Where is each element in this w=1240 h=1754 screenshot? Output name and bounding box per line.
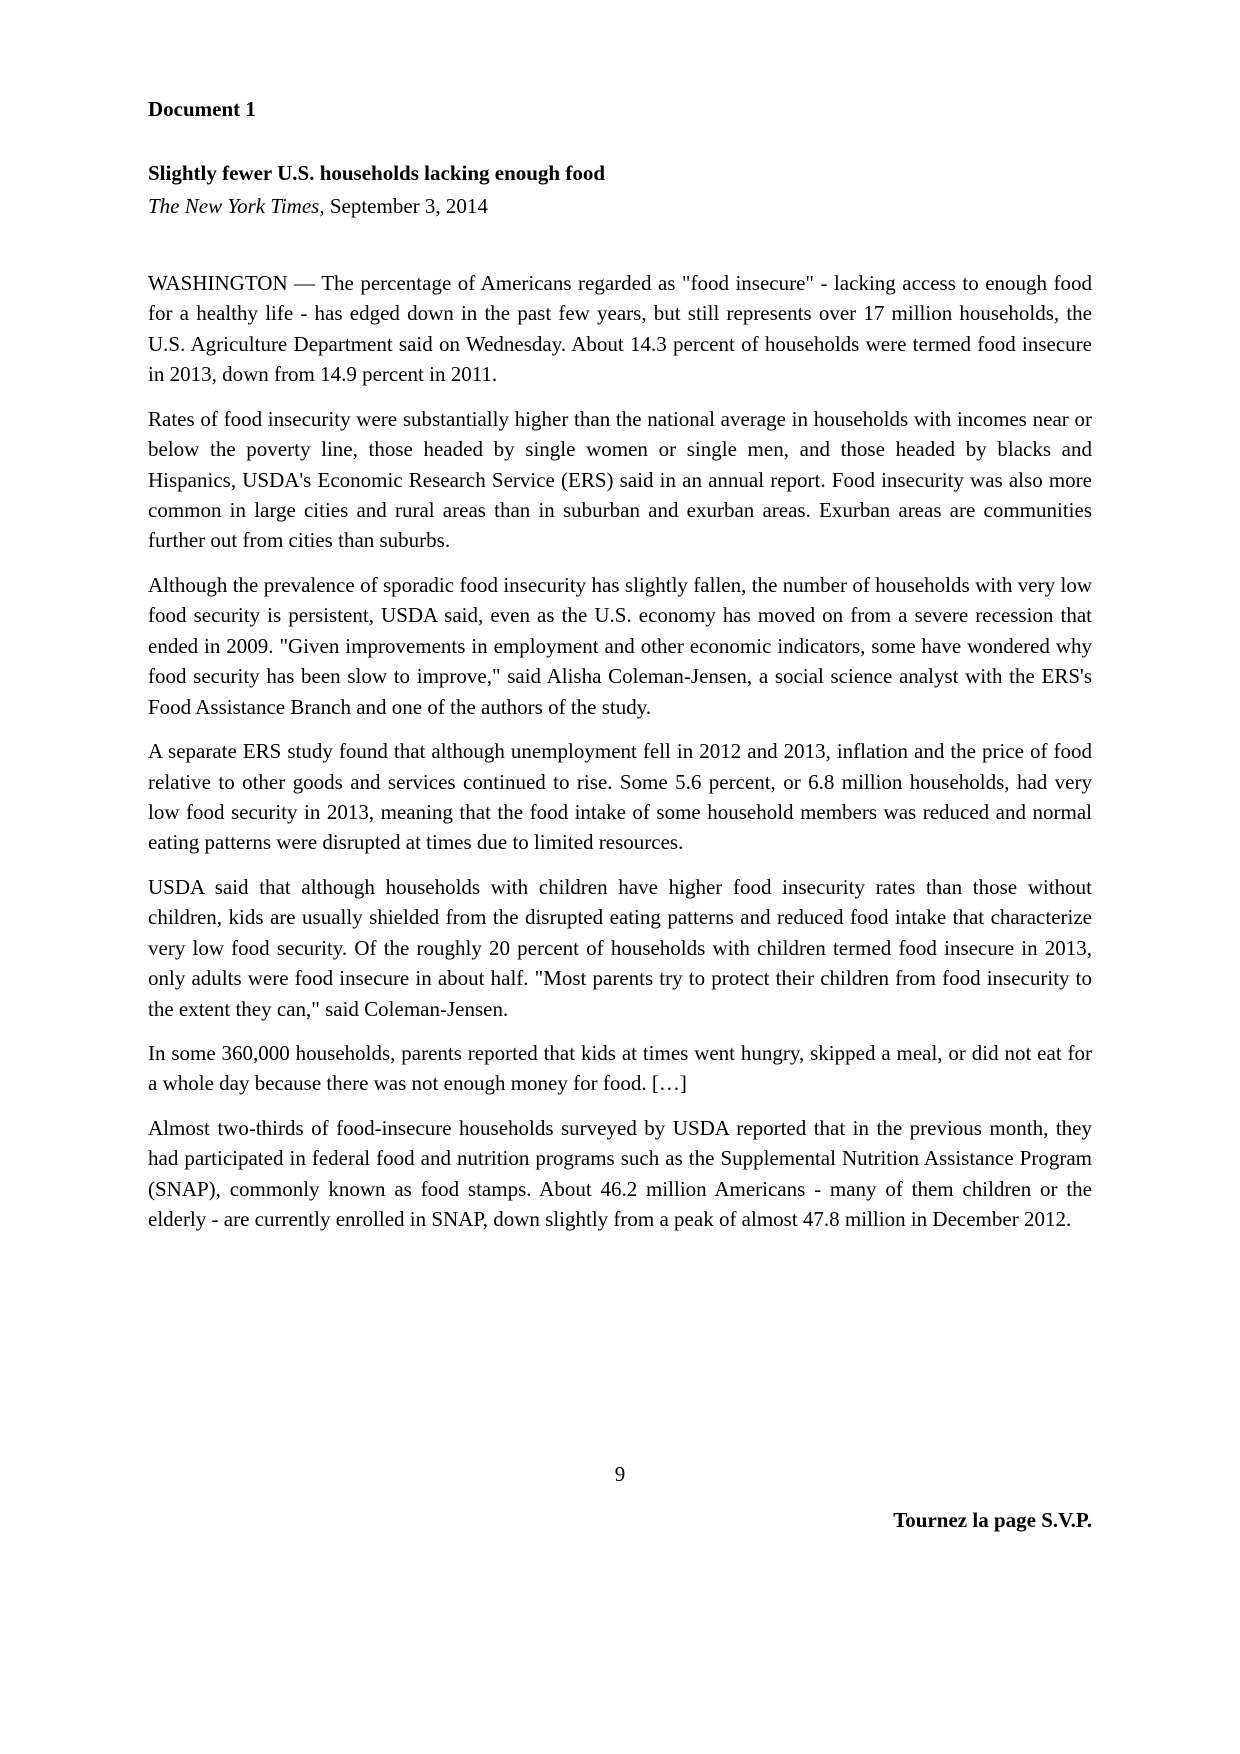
- article-paragraph: Although the prevalence of sporadic food insecurity has slightly fallen, the number of households with very low food security is persistent, USDA said, even as the U.S. economy has moved on from a severe recession that ended in 2009. "Given improvements in employment and other economic indicators, some have wondered why food security has been slow to improve," said Alisha Coleman-Jensen, a social science analyst with the ERS's Food Assistance Branch and one of the authors of the study.: [148, 572, 1092, 719]
- page-number: 9: [614, 1462, 626, 1486]
- article-paragraph: Almost two-thirds of food-insecure households surveyed by USDA reported that in the previous month, they had participated in federal food and nutrition programs such as the Supplemental Nutrition Assistance Program (SNAP), commonly known as food stamps. About 46.2 million Americans - many of them children or the elderly - are currently enrolled in SNAP, down slightly from a peak of almost 47.8 million in December 2012.: [148, 1115, 1092, 1232]
- article-paragraph: A separate ERS study found that although unemployment fell in 2012 and 2013, inflation and the price of food relative to other goods and services continued to rise. Some 5.6 percent, or 6.8 million households, had very low food security in 2013, meaning that the food intake of some household members was reduced and normal eating patterns were disrupted at times due to limited resources.: [148, 739, 1092, 855]
- article-paragraph: USDA said that although households with children have higher food insecurity rates than those without children, kids are usually shielded from the disrupted eating patterns and reduced food intake that characterize very low food security. Of the roughly 20 percent of households with children termed food insecure in 2013, only adults were food insecure in about half. "Most parents try to protect their children from food insecurity to the extent they can," said Coleman-Jensen.: [148, 874, 1092, 1021]
- document-label: Document 1: [148, 97, 256, 121]
- source-date: , September 3, 2014: [319, 193, 488, 218]
- article-paragraph: In some 360,000 households, parents reported that kids at times went hungry, skipped a meal, or did not eat for a whole day because there was not enough money for food. […]: [148, 1041, 1092, 1096]
- article-paragraph: WASHINGTON — The percentage of Americans regarded as "food insecure" - lacking access to enough food for a healthy life - has edged down in the past few years, but still represents over 17 million households, the U.S. Agriculture Department said on Wednesday. About 14.3 percent of households were termed food insecure in 2013, down from 14.9 percent in 2011.: [148, 270, 1092, 387]
- source-publication: The New York Times: [148, 193, 320, 218]
- article-source-line: [148, 192, 1092, 220]
- article-headline: Slightly fewer U.S. households lacking enough food: [148, 161, 606, 186]
- article-paragraph: Rates of food insecurity were substantially higher than the national average in households with incomes near or below the poverty line, those headed by single women or single men, and those headed by blacks and Hispanics, USDA's Economic Research Service (ERS) said in an annual report. Food insecurity was also more common in large cities and rural areas than in suburban and exurban areas. Exurban areas are communities further out from cities than suburbs.: [148, 406, 1092, 553]
- footer-note: Tournez la page S.V.P.: [893, 1508, 1092, 1532]
